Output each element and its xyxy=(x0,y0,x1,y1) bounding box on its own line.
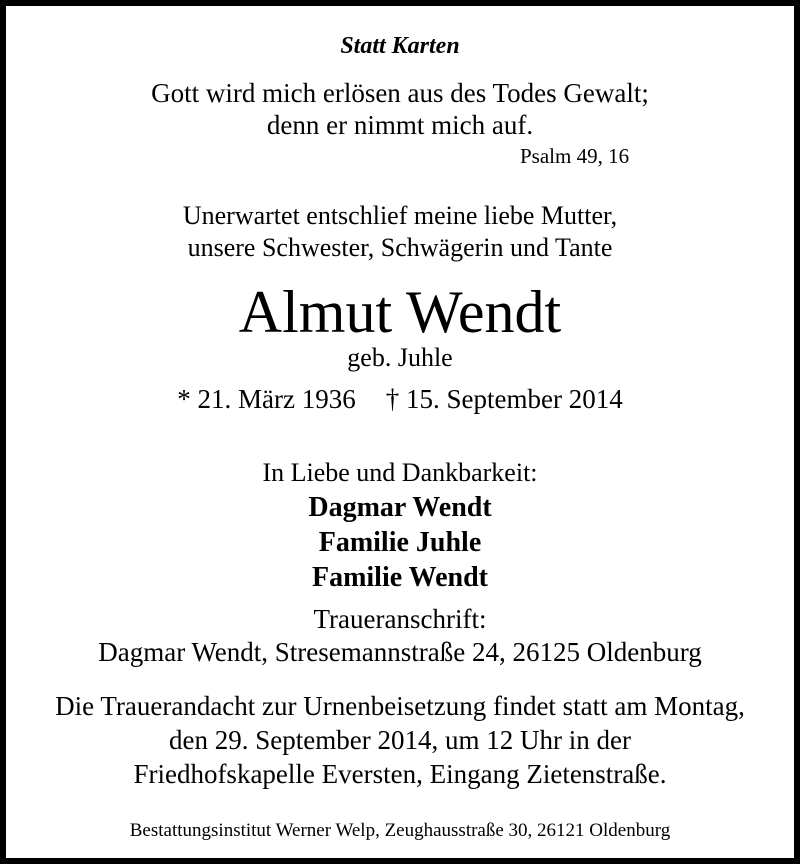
mourning-address: Dagmar Wendt, Stresemannstraße 24, 26125 Oldenburg xyxy=(98,637,702,667)
mourner-name: Familie Juhle xyxy=(318,527,482,558)
deceased-name: Almut Wendt xyxy=(238,279,562,345)
birth-date: * 21. März 1936 xyxy=(177,384,356,414)
service-info-line-3: Friedhofskapelle Eversten, Eingang Zietenstraße. xyxy=(133,759,667,789)
intro-line-1: Unerwartet entschlief meine liebe Mutter, xyxy=(182,201,618,230)
verse-line-2: denn er nimmt mich auf. xyxy=(266,110,534,140)
service-info-line-1: Die Trauerandacht zur Urnenbeisetzung findet statt am Montag, xyxy=(55,691,745,721)
mourner-name: Familie Wendt xyxy=(311,562,489,593)
notice-header: Statt Karten xyxy=(340,33,460,59)
mourning-address-label: Traueranschrift: xyxy=(313,604,487,634)
intro-line-2: unsere Schwester, Schwägerin und Tante xyxy=(187,233,613,262)
verse-line-1: Gott wird mich erlösen aus des Todes Gewalt; xyxy=(151,78,649,108)
funeral-home-info: Bestattungsinstitut Werner Welp, Zeughausstraße 30, 26121 Oldenburg xyxy=(129,820,671,841)
service-info-line-2: den 29. September 2014, um 12 Uhr in der xyxy=(169,725,631,755)
mourner-name: Dagmar Wendt xyxy=(308,492,492,523)
thanks-line: In Liebe und Dankbarkeit: xyxy=(262,458,538,487)
life-dates xyxy=(6,386,794,413)
verse-reference: Psalm 49, 16 xyxy=(520,144,630,168)
death-date: † 15. September 2014 xyxy=(385,384,623,414)
maiden-name: geb. Juhle xyxy=(347,343,453,372)
